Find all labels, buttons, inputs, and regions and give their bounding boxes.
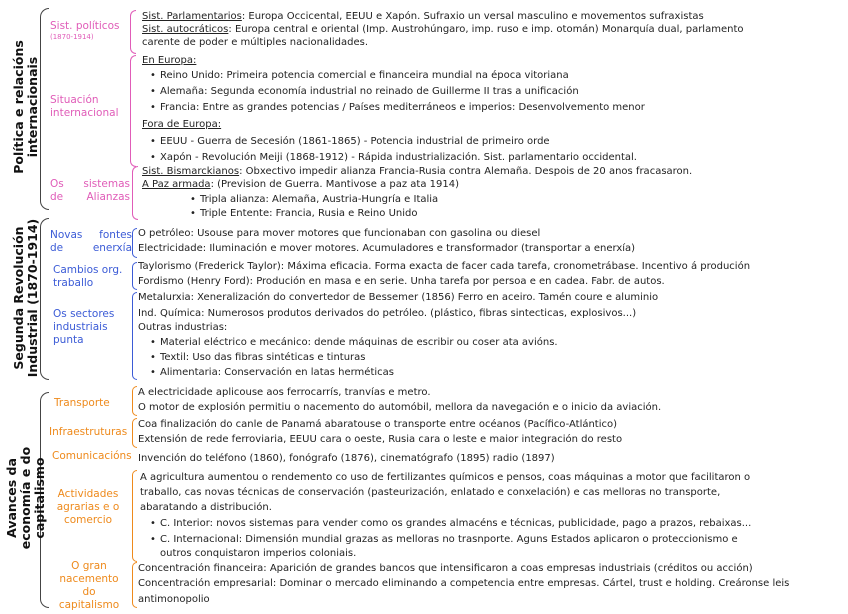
line-panama: Coa finalización do canle de Panamá abaratouse o transporte entre océanos (Pacífico-Atlántico) bbox=[138, 419, 618, 430]
line-autocraticos-cont: carente de poder e múltiples nacionalidades. bbox=[142, 37, 368, 48]
subtopic-cambios: Cambios org. traballo bbox=[53, 264, 123, 289]
brace-infraestruturas bbox=[132, 418, 137, 448]
line-electricidade-transporte: A electricidade aplicouse aos ferrocarrís, tranvías e metro. bbox=[138, 387, 431, 398]
line-concentracion-financeira: Concentración financeira: Aparición de grandes bancos que intensificaron a coas empresas industriais (créditos ou acción) bbox=[138, 563, 753, 574]
line-alemana: • Alemaña: Segunda economía industrial no reinado de Guillerme II tras a unificación bbox=[160, 86, 579, 98]
line-alimentaria: • Alimentaria: Conservación en latas herméticas bbox=[160, 367, 394, 379]
line-en-europa: En Europa: bbox=[142, 55, 197, 66]
line-paz-armada: A Paz armada: (Prevision de Guerra. Mantivose a paz ata 1914) bbox=[142, 179, 459, 190]
line-motor-explosion: O motor de explosión permitiu o nacemento do automóbil, mellora da navegación e o inicio da aviación. bbox=[138, 402, 662, 413]
section-brace-2 bbox=[40, 218, 49, 380]
line-tripla-alianza: • Tripla alianza: Alemaña, Austria-Hungría e Italia bbox=[200, 194, 438, 206]
line-metalurxia: Metalurxia: Xeneralización do convertedor de Bessemer (1856) Ferro en aceiro. Tamén coure e aluminio bbox=[138, 292, 659, 303]
line-eeuu: • EEUU - Guerra de Secesión (1861-1865) - Potencia industrial de primeiro orde bbox=[160, 136, 550, 148]
section-brace-1 bbox=[40, 8, 49, 210]
line-material-electrico: • Material eléctrico e mecánico: dende máquinas de escribir ou coser ata avións. bbox=[160, 337, 558, 349]
section-title-segunda-revolucion: Segunda Revolución Industrial (1870-1914) bbox=[11, 218, 40, 378]
line-c-internacional-cont: outros conquistaron imperios coloniais. bbox=[160, 548, 357, 559]
line-agricultura-3: abaratando a distribución. bbox=[140, 502, 272, 513]
brace-transporte bbox=[132, 386, 137, 416]
line-c-internacional: • C. Internacional: Dimensión mundial grazas as melloras no trasnporte. Aguns Estados aplicaron o proteccionismo e bbox=[160, 534, 738, 546]
line-textil: • Textil: Uso das fibras sintéticas e tinturas bbox=[160, 352, 365, 364]
line-bismarckianos: Sist. Bismarckianos: Obxectivo impedir alianza Francia-Rusia contra Alemaña. Despois de 20 anos fracasaron. bbox=[142, 166, 693, 177]
brace-novas-fontes bbox=[132, 228, 137, 258]
brace-gran-nacemento bbox=[132, 562, 137, 608]
subtopic-alianzas: Os sistemas de Alianzas bbox=[50, 178, 130, 203]
subtopic-sectores: Os sectores industriais punta bbox=[53, 308, 115, 346]
subtopic-novas-fontes: Novas fontes de enerxía bbox=[50, 229, 132, 254]
line-xapon: • Xapón - Revolución Meiji (1868-1912) - Rápida industrialización. Sist. parlamentario occidental. bbox=[160, 152, 637, 164]
line-invencion-telefono: Invención do teléfono (1860), fonógrafo (1876), cinematógrafo (1895) radio (1897) bbox=[138, 453, 555, 464]
brace-situacion bbox=[130, 55, 136, 167]
subtopic-comunicacions: Comunicacións bbox=[52, 450, 132, 462]
subtopic-infraestruturas: Infraestruturas bbox=[49, 426, 128, 438]
brace-alianzas bbox=[132, 166, 138, 220]
line-concentracion-empresarial: Concentración empresarial: Dominar o mercado eliminando a competencia entre empresas. Cártel, trust e holding. Creáronse leis bbox=[138, 578, 790, 589]
line-outras-industrias: Outras industrias: bbox=[138, 322, 228, 333]
line-reino-unido: • Reino Unido: Primeira potencia comercial e financeira mundial na época vitoriana bbox=[160, 70, 569, 82]
line-petroleo: O petróleo: Usouse para mover motores que funcionaban con gasolina ou diesel bbox=[138, 228, 541, 239]
brace-sectores bbox=[132, 292, 137, 380]
subtopic-actividades: Actividades agrarias e o comercio bbox=[56, 488, 120, 526]
line-parlamentarios: Sist. Parlamentarios: Europa Occicental, EEUU e Xapón. Sufraxio un versal masculino e movementos sufraxistas bbox=[142, 11, 704, 22]
line-triple-entente: • Triple Entente: Francia, Rusia e Reino Unido bbox=[200, 208, 417, 220]
line-taylorismo: Taylorismo (Frederick Taylor): Máxima eficacia. Forma exacta de facer cada tarefa, cronometrábase. Incentivo á produción bbox=[138, 261, 751, 272]
line-agricultura-2: traballo, cas novas técnicas de conservación (pasteurización, enlatado e conxelación) e cas melloras no transporte, bbox=[140, 487, 721, 498]
subtopic-gran-nacemento: O gran nacemento do capitalismo bbox=[58, 560, 120, 611]
line-antimonopolio: antimonopolio bbox=[138, 594, 210, 605]
line-rede-ferroviaria: Extensión de rede ferroviaria, EEUU cara o oeste, Rusia cara o leste e maior integración do resto bbox=[138, 434, 623, 445]
subtopic-sist-politicos: Sist. políticos (1870-1914) bbox=[50, 20, 120, 41]
line-c-interior: • C. Interior: novos sistemas para vender como os grandes almacéns e técnicas, publicidade, pago a prazos, rebaixas... bbox=[160, 518, 751, 530]
section-title-avances: Avances da economía e do capitalismo bbox=[4, 446, 47, 550]
subtopic-situacion: Situación internacional bbox=[50, 94, 119, 119]
brace-actividades bbox=[132, 470, 137, 562]
subtopic-transporte: Transporte bbox=[54, 397, 110, 409]
line-ind-quimica: Ind. Química: Numerosos produtos derivados do petróleo. (plástico, fibras sintecticas, explosivos...) bbox=[138, 308, 637, 319]
line-autocraticos: Sist. autocráticos: Europa central e oriental (Imp. Austrohúngaro, imp. ruso e imp. otomán) Monarquía dual, parlamento bbox=[142, 24, 744, 35]
line-electricidade: Electricidade: Iluminación e mover motores. Acumuladores e transformador (transportar a enerxía) bbox=[138, 243, 636, 254]
brace-sist-politicos bbox=[130, 10, 136, 54]
brace-cambios bbox=[132, 262, 137, 290]
line-agricultura-1: A agricultura aumentou o rendemento co uso de fertilizantes químicos e pensos, coas máquinas a motor que facilitaron o bbox=[140, 472, 751, 483]
line-fordismo: Fordismo (Henry Ford): Produción en masa e en serie. Unha tarefa por persoa e en cadea. Fabr. de autos. bbox=[138, 276, 665, 287]
line-fora-europa: Fora de Europa: bbox=[142, 119, 222, 130]
section-title-politica: Política e relacións internacionais bbox=[11, 40, 40, 174]
line-francia: • Francia: Entre as grandes potencias / Países mediterráneos e imperios: Desenvolvemento menor bbox=[160, 102, 645, 114]
